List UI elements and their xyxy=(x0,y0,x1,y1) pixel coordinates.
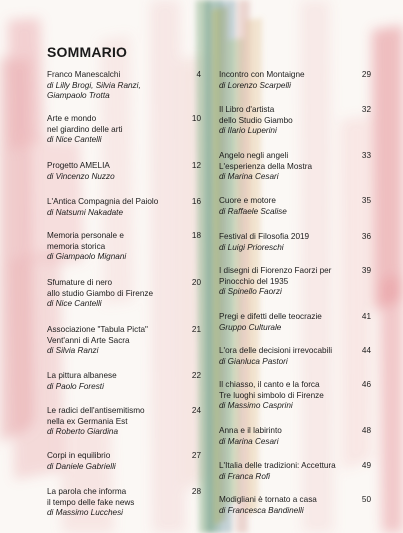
entry-page-number: 48 xyxy=(361,426,371,435)
entry-author-line: di Lorenzo Scarpelli xyxy=(219,80,291,90)
entry-title xyxy=(219,426,371,437)
toc-entry[interactable] xyxy=(219,105,371,137)
entry-page-number: 46 xyxy=(361,380,371,389)
entry-title-line: L'esperienza della Mostra xyxy=(219,161,313,171)
entry-author-line: di Natsumi Nakadate xyxy=(47,207,123,217)
entry-author xyxy=(47,382,201,393)
toc-entry[interactable] xyxy=(47,325,201,357)
entry-author xyxy=(47,252,201,263)
entry-title xyxy=(219,105,371,126)
entry-title-line: La parola che informa xyxy=(47,487,127,496)
entry-author-line: di Gianluca Pastori xyxy=(219,356,288,366)
toc-entry[interactable] xyxy=(47,487,201,519)
entry-title xyxy=(219,196,371,207)
entry-title-line: Anna e il labirinto xyxy=(219,426,282,435)
entry-author-line: di Roberto Giardina xyxy=(47,427,118,437)
toc-entry[interactable] xyxy=(219,346,371,367)
entry-author xyxy=(219,401,371,412)
entry-page-number: 21 xyxy=(191,325,201,334)
entry-title xyxy=(47,451,201,462)
entry-title-line: Arte e mondo xyxy=(47,114,97,123)
entry-title xyxy=(47,197,201,208)
entry-title-line: Festival di Filosofia 2019 xyxy=(219,232,310,241)
entry-title-line: Associazione "Tabula Picta" xyxy=(47,325,148,334)
entry-title-line: Incontro con Montaigne xyxy=(219,70,305,79)
entry-title xyxy=(219,380,371,401)
entry-title xyxy=(47,70,201,81)
entry-author-line: di Vincenzo Nuzzo xyxy=(47,171,115,181)
entry-author xyxy=(47,346,201,357)
entry-page-number: 39 xyxy=(361,266,371,275)
entry-author xyxy=(219,243,371,254)
entry-title-line: Modigliani è tornato a casa xyxy=(219,495,317,504)
entry-title-line: Le radici dell'antisemitismo xyxy=(47,406,145,415)
entry-author xyxy=(47,172,201,183)
entry-author xyxy=(219,126,371,137)
entry-title-line: dello Studio Giambo xyxy=(219,115,293,125)
toc-entry[interactable] xyxy=(219,266,371,298)
entry-title-line: Il chiasso, il canto e la forca xyxy=(219,380,320,389)
toc-entry[interactable] xyxy=(47,197,201,218)
entry-title-line: memoria storica xyxy=(47,241,106,251)
entry-author xyxy=(47,135,201,146)
entry-title xyxy=(219,461,371,472)
entry-title-line: L'Antica Compagnia del Paiolo xyxy=(47,197,159,206)
entry-page-number: 41 xyxy=(361,312,371,321)
entry-author-line: di Massimo Casprini xyxy=(219,401,293,411)
entry-author-line: di Giampaolo Mignani xyxy=(47,252,127,262)
entry-author-line: di Lilly Brogi, Silvia Ranzi, xyxy=(47,80,141,90)
entry-title-line: Tre luoghi simbolo di Firenze xyxy=(219,390,324,400)
entry-title-line: Sfumature di nero xyxy=(47,278,113,287)
entry-page-number: 16 xyxy=(191,197,201,206)
entry-author xyxy=(219,357,371,368)
entry-author xyxy=(219,287,371,298)
entry-title xyxy=(47,487,201,508)
entry-author-line: di Massimo Lucchesi xyxy=(47,508,123,518)
page-title: SOMMARIO xyxy=(47,44,128,60)
toc-entry[interactable] xyxy=(47,451,201,472)
entry-title xyxy=(47,161,201,172)
entry-author-line: di Francesca Bandinelli xyxy=(219,505,304,515)
entry-title xyxy=(47,371,201,382)
entry-page-number: 12 xyxy=(191,161,201,170)
entry-author xyxy=(219,506,371,517)
entry-page-number: 44 xyxy=(361,346,371,355)
toc-entry[interactable] xyxy=(47,70,201,102)
toc-entry[interactable] xyxy=(219,426,371,447)
entry-author xyxy=(47,208,201,219)
entry-author xyxy=(47,462,201,473)
entry-title-line: Vent'anni di Arte Sacra xyxy=(47,335,130,345)
entry-page-number: 29 xyxy=(361,70,371,79)
entry-author xyxy=(219,323,371,334)
entry-title xyxy=(47,231,201,252)
entry-page-number: 22 xyxy=(191,371,201,380)
entry-page-number: 28 xyxy=(191,487,201,496)
entry-page-number: 24 xyxy=(191,406,201,415)
entry-author-line: di Marina Cesari xyxy=(219,436,279,446)
entry-author xyxy=(47,427,201,438)
entry-author-line: di Silvia Ranzi xyxy=(47,346,99,356)
entry-title-line: L'Italia delle tradizioni: Accettura xyxy=(219,461,336,470)
entry-title xyxy=(219,346,371,357)
entry-title-line: Franco Manescalchi xyxy=(47,70,121,79)
entry-title xyxy=(219,266,371,287)
entry-page-number: 20 xyxy=(191,278,201,287)
entry-page-number: 33 xyxy=(361,151,371,160)
entry-title-line: il tempo delle fake news xyxy=(47,497,135,507)
entry-author xyxy=(219,437,371,448)
entry-title-line: Angelo negli angeli xyxy=(219,151,289,160)
entry-author-line: di Paolo Foresti xyxy=(47,381,104,391)
toc-entry[interactable] xyxy=(47,114,201,146)
entry-page-number: 49 xyxy=(361,461,371,470)
entry-title-line: Corpi in equilibrio xyxy=(47,451,111,460)
entry-author xyxy=(219,172,371,183)
entry-title-line: Progetto AMELIA xyxy=(47,161,110,170)
toc-entry[interactable] xyxy=(219,461,371,482)
entry-title xyxy=(219,70,371,81)
entry-title-line: La pittura albanese xyxy=(47,371,117,380)
entry-title-line: nella ex Germania Est xyxy=(47,416,128,426)
entry-author-line: di Nice Cantelli xyxy=(47,299,102,309)
entry-author-line: di Franca Rofi xyxy=(219,471,270,481)
entry-page-number: 32 xyxy=(361,105,371,114)
entry-author-line: Gruppo Culturale xyxy=(219,322,282,332)
entry-title-line: Pregi e difetti delle teocrazie xyxy=(219,312,322,321)
entry-title xyxy=(47,325,201,346)
entry-author-line: di Daniele Gabrielli xyxy=(47,461,116,471)
toc-entry[interactable] xyxy=(219,232,371,253)
toc-entry[interactable] xyxy=(47,406,201,438)
entry-title-line: Il Libro d'artista xyxy=(219,105,275,114)
entry-title-line: I disegni di Fiorenzo Faorzi per xyxy=(219,266,332,275)
entry-page-number: 27 xyxy=(191,451,201,460)
entry-author-line: Giampaolo Trotta xyxy=(47,91,110,101)
entry-title xyxy=(219,495,371,506)
entry-author-line: di Luigi Prioreschi xyxy=(219,242,284,252)
entry-author-line: di Spinello Faorzi xyxy=(219,287,282,297)
toc-entry[interactable] xyxy=(47,278,201,310)
toc-entry[interactable] xyxy=(219,151,371,183)
entry-title-line: allo studio Giambo di Firenze xyxy=(47,288,154,298)
entry-title-line: nel giardino delle arti xyxy=(47,124,123,134)
entry-title xyxy=(47,114,201,135)
entry-title xyxy=(219,151,371,172)
entry-author xyxy=(219,207,371,218)
entry-title-line: Cuore e motore xyxy=(219,196,276,205)
entry-author xyxy=(219,81,371,92)
entry-page-number: 4 xyxy=(196,70,201,79)
entry-page-number: 36 xyxy=(361,232,371,241)
toc-entry[interactable] xyxy=(47,371,201,392)
toc-entry[interactable] xyxy=(219,380,371,412)
entry-title-line: Memoria personale e xyxy=(47,231,124,240)
entry-title-line: Pinocchio del 1935 xyxy=(219,276,289,286)
entry-title-line: L'ora delle decisioni irrevocabili xyxy=(219,346,333,355)
entry-title xyxy=(47,278,201,299)
toc-entry[interactable] xyxy=(47,161,201,182)
entry-title xyxy=(219,232,371,243)
entry-author-line: di Ilario Luperini xyxy=(219,126,277,136)
entry-author xyxy=(47,299,201,310)
entry-title xyxy=(219,312,371,323)
entry-author-line: di Nice Cantelli xyxy=(47,135,102,145)
entry-page-number: 18 xyxy=(191,231,201,240)
entry-page-number: 35 xyxy=(361,196,371,205)
toc-entry[interactable] xyxy=(219,495,371,516)
entry-author-line: di Marina Cesari xyxy=(219,172,279,182)
toc-entry[interactable] xyxy=(219,70,371,91)
entry-page-number: 50 xyxy=(361,495,371,504)
entry-author xyxy=(47,81,201,102)
entry-author xyxy=(47,508,201,519)
entry-author xyxy=(219,472,371,483)
toc-entry[interactable] xyxy=(219,312,371,333)
toc-entry[interactable] xyxy=(219,196,371,217)
entry-author-line: di Raffaele Scalise xyxy=(219,206,287,216)
entry-title xyxy=(47,406,201,427)
entry-page-number: 10 xyxy=(191,114,201,123)
toc-entry[interactable] xyxy=(47,231,201,263)
